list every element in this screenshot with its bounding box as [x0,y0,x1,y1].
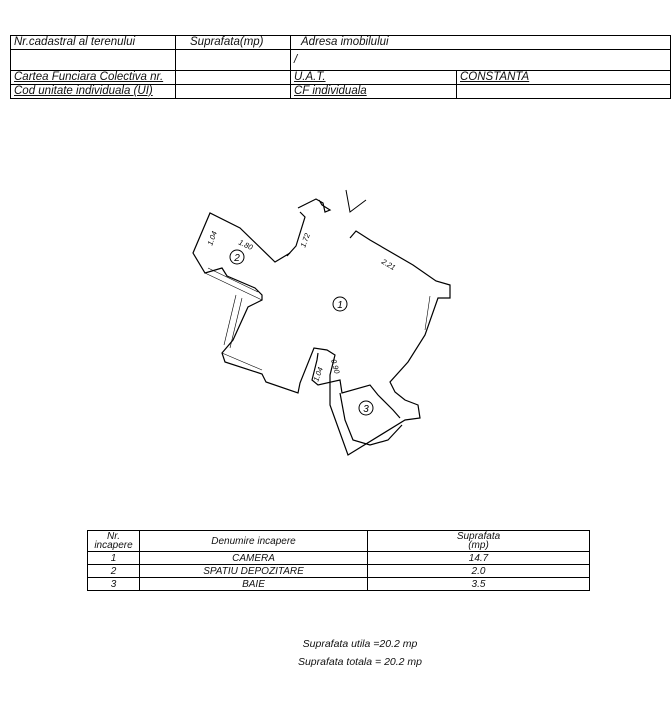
cadastral-row-3 [11,71,671,85]
room-nr: 1 [88,552,140,565]
dimension-label: 1.80 [237,237,255,252]
dimension-label: 0.90 [329,358,342,375]
suprafata-label: Suprafata(mp) [176,36,291,50]
room-number-1: 1 [337,300,343,311]
room-number-2: 2 [234,253,240,264]
room-name: CAMERA [140,552,368,565]
room-name: BAIE [140,578,368,591]
cod-unitate-value [176,85,291,99]
col-nr-header [88,531,140,552]
nr-cadastral-value [11,50,176,71]
col-nr-line2: incapere [94,540,133,551]
nr-cadastral-label: Nr.cadastral al terenului [11,36,176,50]
cf-individuala-value [457,85,671,99]
area-totals [270,635,450,671]
uat-value: CONSTANTA [457,71,671,85]
window-line [205,273,262,300]
table-row [88,565,590,578]
cod-unitate-label: Cod unitate individuala (UI) [11,85,176,99]
room-area: 3.5 [368,578,590,591]
room-name: SPATIU DEPOZITARE [140,565,368,578]
table-row [88,578,590,591]
dimension-label: 1.04 [311,365,325,383]
dimension-label: 1.72 [298,231,312,249]
cadastral-row-4 [11,85,671,99]
room-area: 2.0 [368,565,590,578]
col-area-line1: Suprafata [456,531,501,542]
wall-outer [298,199,330,212]
rooms-table-header [88,531,590,552]
wall-bath [312,353,400,418]
room-marker-1 [333,297,347,311]
rooms-table [87,530,590,591]
north-arrow-icon [346,190,366,212]
cadastral-row-2 [11,50,671,71]
adresa-value: / [291,50,671,71]
window-line [425,296,430,330]
room-number-3: 3 [363,404,369,415]
floor-plan [0,170,672,470]
suprafata-totala: Suprafata totala = 20.2 mp [297,656,423,668]
room-nr: 3 [88,578,140,591]
room-marker-3 [359,401,373,415]
wall-storage [193,213,450,455]
col-name-header: Denumire incapere [140,531,368,552]
suprafata-utila: Suprafata utila =20.2 mp [302,638,418,650]
carte-funciara-value [176,71,291,85]
col-area-header [368,531,590,552]
adresa-label: Adresa imobilului [291,36,671,50]
dimension-label: 2.21 [380,256,398,273]
room-marker-2 [230,250,244,264]
dimension-label: 1.04 [205,229,219,247]
col-nr-line1: Nr. [107,531,120,542]
suprafata-value [176,50,291,71]
uat-label: U.A.T. [291,71,457,85]
carte-funciara-label: Cartea Funciara Colectiva nr. [11,71,176,85]
cadastral-row-1 [11,36,671,50]
cf-individuala-label: CF individuala [291,85,457,99]
table-row [88,552,590,565]
wall-bath-arc [340,393,402,445]
cadastral-table [10,35,671,99]
room-nr: 2 [88,565,140,578]
col-area-line2: (mp) [468,540,489,551]
room-area: 14.7 [368,552,590,565]
window-line [208,268,258,292]
